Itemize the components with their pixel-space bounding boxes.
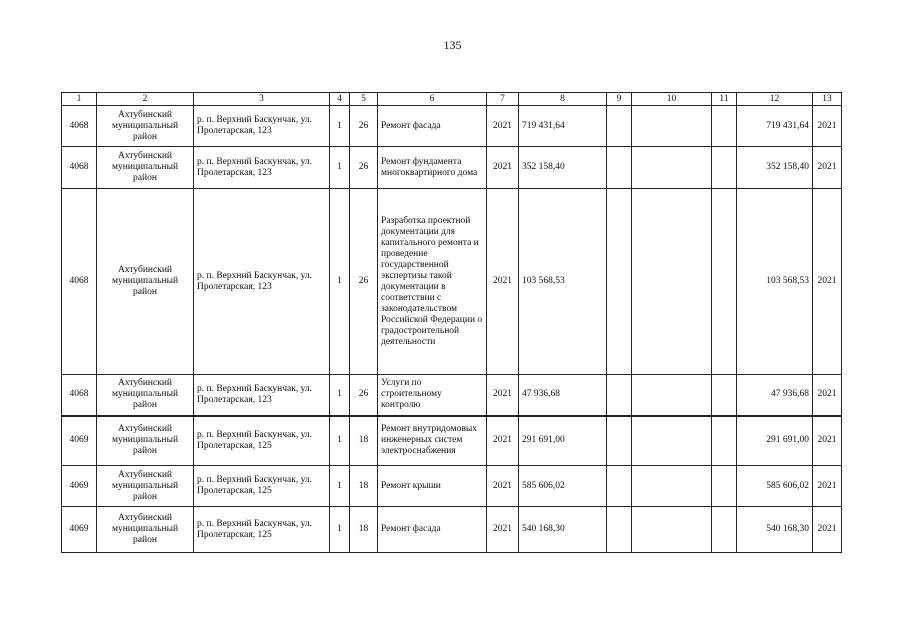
cell-col5: 18	[350, 416, 378, 466]
cell-col10	[632, 189, 712, 375]
cell-year: 2021	[487, 106, 519, 147]
cell-year-end: 2021	[813, 416, 842, 466]
cell-work-type: Ремонт крыши	[378, 466, 487, 507]
column-header: 12	[737, 93, 813, 106]
cell-col4: 1	[330, 375, 350, 416]
cell-id: 4069	[62, 466, 97, 507]
table-row	[62, 375, 842, 416]
table-row	[62, 466, 842, 507]
column-header: 2	[97, 93, 194, 106]
page-number: 135	[443, 38, 462, 52]
cell-total: 585 606,02	[737, 466, 813, 507]
table-row	[62, 106, 842, 147]
table-row	[62, 189, 842, 375]
cell-id: 4068	[62, 147, 97, 189]
cell-col9	[607, 466, 632, 507]
cell-total: 103 568,53	[737, 189, 813, 375]
cell-col11	[712, 416, 737, 466]
cell-address: р. п. Верхний Баскунчак, ул. Пролетарская, 125	[194, 507, 330, 553]
cell-year-end: 2021	[813, 375, 842, 416]
column-header: 11	[712, 93, 737, 106]
cell-municipality: Ахтубинский муниципальный район	[97, 416, 194, 466]
column-header: 13	[813, 93, 842, 106]
cell-total: 291 691,00	[737, 416, 813, 466]
cell-address: р. п. Верхний Баскунчак, ул. Пролетарская, 125	[194, 466, 330, 507]
cell-total: 719 431,64	[737, 106, 813, 147]
column-header: 9	[607, 93, 632, 106]
column-header: 4	[330, 93, 350, 106]
cell-id: 4069	[62, 507, 97, 553]
cell-col5: 26	[350, 147, 378, 189]
cell-col11	[712, 106, 737, 147]
cell-municipality: Ахтубинский муниципальный район	[97, 507, 194, 553]
cell-cost: 540 168,30	[519, 507, 607, 553]
cell-id: 4069	[62, 416, 97, 466]
cell-year: 2021	[487, 375, 519, 416]
cell-col11	[712, 189, 737, 375]
table-row	[62, 507, 842, 553]
capital-repair-table	[61, 92, 842, 553]
cell-col5: 26	[350, 375, 378, 416]
cell-cost: 585 606,02	[519, 466, 607, 507]
cell-work-type: Ремонт фасада	[378, 507, 487, 553]
cell-id: 4068	[62, 189, 97, 375]
column-header: 3	[194, 93, 330, 106]
cell-municipality: Ахтубинский муниципальный район	[97, 375, 194, 416]
cell-total: 352 158,40	[737, 147, 813, 189]
cell-col5: 26	[350, 106, 378, 147]
cell-address: р. п. Верхний Баскунчак, ул. Пролетарская, 123	[194, 375, 330, 416]
cell-col4: 1	[330, 106, 350, 147]
cell-col10	[632, 147, 712, 189]
cell-year-end: 2021	[813, 189, 842, 375]
column-number-row	[62, 93, 842, 106]
cell-col11	[712, 375, 737, 416]
cell-cost: 103 568,53	[519, 189, 607, 375]
cell-col9	[607, 147, 632, 189]
cell-year-end: 2021	[813, 466, 842, 507]
cell-year: 2021	[487, 466, 519, 507]
cell-col9	[607, 189, 632, 375]
cell-col4: 1	[330, 466, 350, 507]
cell-municipality: Ахтубинский муниципальный район	[97, 147, 194, 189]
cell-col11	[712, 466, 737, 507]
cell-work-type: Ремонт внутридомовых инженерных систем электроснабжения	[378, 416, 487, 466]
column-header: 7	[487, 93, 519, 106]
cell-municipality: Ахтубинский муниципальный район	[97, 466, 194, 507]
cell-cost: 719 431,64	[519, 106, 607, 147]
cell-total: 540 168,30	[737, 507, 813, 553]
cell-col4: 1	[330, 416, 350, 466]
cell-municipality: Ахтубинский муниципальный район	[97, 189, 194, 375]
cell-col5: 18	[350, 466, 378, 507]
cell-address: р. п. Верхний Баскунчак, ул. Пролетарская, 123	[194, 147, 330, 189]
cell-id: 4068	[62, 106, 97, 147]
cell-address: р. п. Верхний Баскунчак, ул. Пролетарская, 125	[194, 416, 330, 466]
cell-year: 2021	[487, 147, 519, 189]
cell-cost: 291 691,00	[519, 416, 607, 466]
column-header: 6	[378, 93, 487, 106]
cell-year-end: 2021	[813, 507, 842, 553]
cell-col10	[632, 106, 712, 147]
cell-col4: 1	[330, 507, 350, 553]
cell-year: 2021	[487, 416, 519, 466]
cell-col5: 18	[350, 507, 378, 553]
table-row	[62, 416, 842, 466]
cell-work-type: Ремонт фасада	[378, 106, 487, 147]
cell-col4: 1	[330, 189, 350, 375]
cell-year: 2021	[487, 507, 519, 553]
cell-col10	[632, 375, 712, 416]
cell-col4: 1	[330, 147, 350, 189]
cell-col5: 26	[350, 189, 378, 375]
cell-cost: 352 158,40	[519, 147, 607, 189]
cell-col10	[632, 507, 712, 553]
cell-col10	[632, 416, 712, 466]
cell-col10	[632, 466, 712, 507]
cell-municipality: Ахтубинский муниципальный район	[97, 106, 194, 147]
cell-col9	[607, 416, 632, 466]
cell-total: 47 936,68	[737, 375, 813, 416]
cell-col9	[607, 375, 632, 416]
cell-year-end: 2021	[813, 106, 842, 147]
cell-year-end: 2021	[813, 147, 842, 189]
cell-address: р. п. Верхний Баскунчак, ул. Пролетарская, 123	[194, 189, 330, 375]
cell-work-type: Ремонт фундамента многоквартирного дома	[378, 147, 487, 189]
cell-col11	[712, 147, 737, 189]
cell-address: р. п. Верхний Баскунчак, ул. Пролетарская, 123	[194, 106, 330, 147]
cell-year: 2021	[487, 189, 519, 375]
column-header: 5	[350, 93, 378, 106]
cell-id: 4068	[62, 375, 97, 416]
cell-col9	[607, 507, 632, 553]
cell-cost: 47 936,68	[519, 375, 607, 416]
column-header: 8	[519, 93, 607, 106]
cell-col11	[712, 507, 737, 553]
table-row	[62, 147, 842, 189]
column-header: 1	[62, 93, 97, 106]
column-header: 10	[632, 93, 712, 106]
cell-col9	[607, 106, 632, 147]
cell-work-type: Разработка проектной документации для капитального ремонта и проведение государственной экспертизы такой документации в соответствии с законодательством Российской Федерации о градостроительной деятельности	[378, 189, 487, 375]
cell-work-type: Услуги по строительному контролю	[378, 375, 487, 416]
